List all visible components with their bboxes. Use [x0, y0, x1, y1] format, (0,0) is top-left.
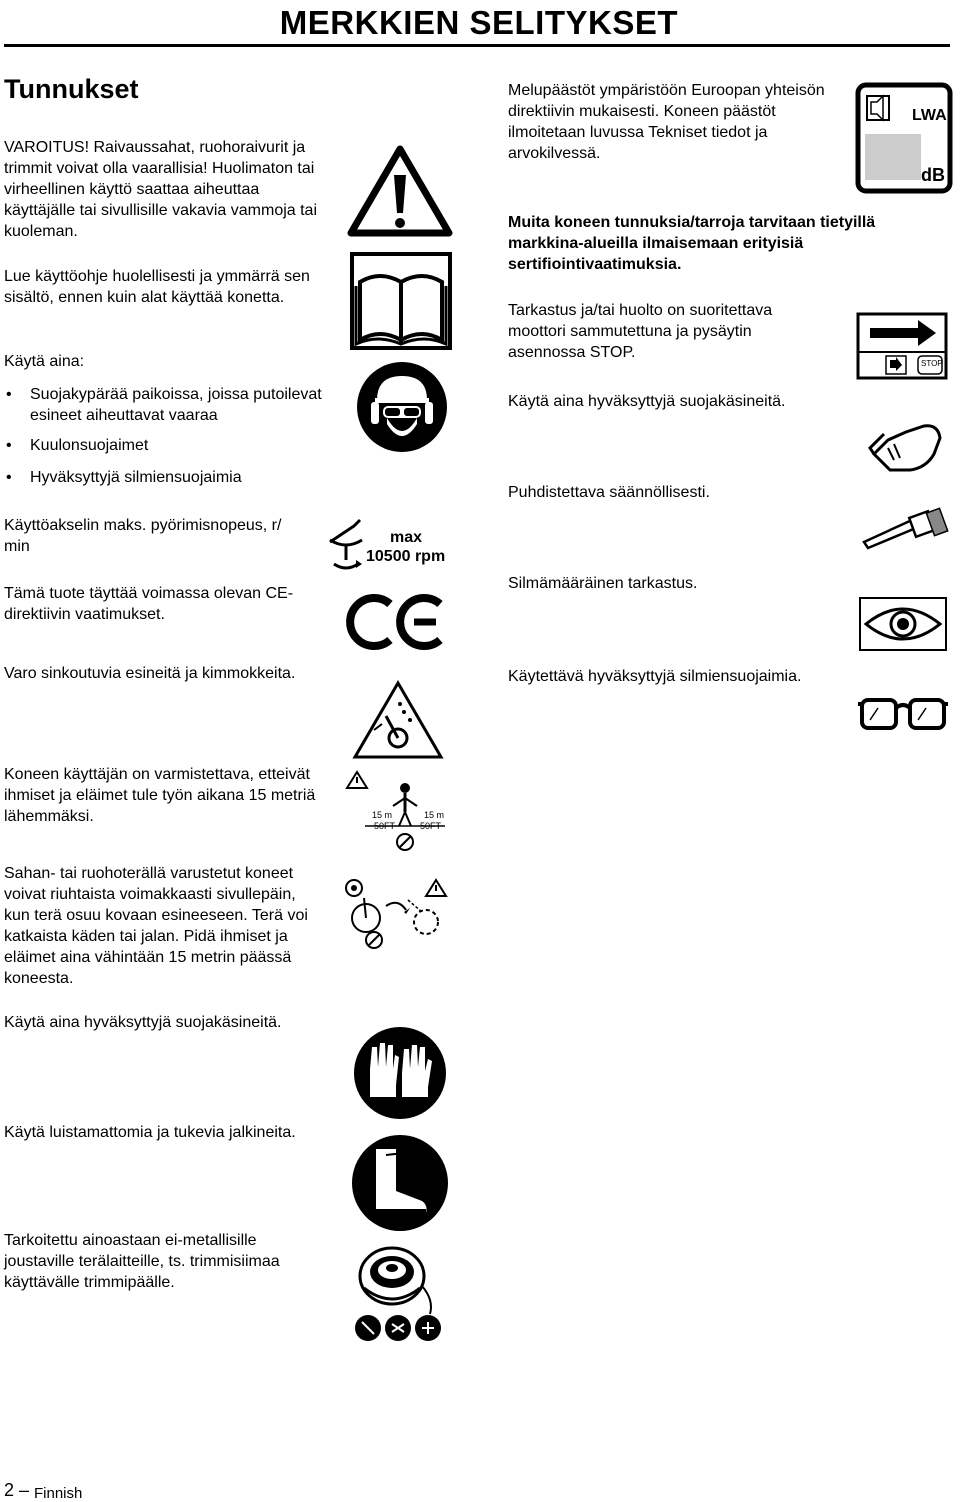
cleaning-brush-icon: [860, 506, 950, 552]
trimmer-head-text: Tarkoitettu ainoastaan ei-metallisille joustaville terälaitteille, ts. trimmisiimaa käyttävälle trimmipäälle.: [4, 1232, 280, 1291]
safety-glasses-icon: [858, 694, 948, 734]
kickback-text: Sahan- tai ruohoterällä varustetut koneet voivat riuhtaista voimakkaasti sivullepäin, kun terä osuu kovaan esineeseen. Terä voi katkaista käden tai jalan. Pidä ihmiset ja eläimet aina vähintään 15 metrin päässä koneesta.: [4, 865, 308, 987]
max-speed-text: Käyttöakselin maks. pyörimisnopeus, r/ min: [4, 517, 282, 555]
helmet-protection-icon: [355, 360, 449, 454]
bullet-helmet: • Suojakypärää paikoissa, joissa putoilevat esineet aiheuttavat vaaraa: [30, 384, 340, 426]
distance-right-ft: 50FT: [420, 821, 442, 831]
page-number-value: 2: [4, 1480, 15, 1500]
market-text: Muita koneen tunnuksia/tarroja tarvitaan tietyillä markkina-alueilla ilmaisemaan erityisiä sertifiointivaatimuksia.: [508, 214, 876, 273]
section-title: Tunnukset: [4, 74, 139, 104]
trimmer-head-icon: [350, 1240, 450, 1345]
boots-icon: [350, 1133, 450, 1233]
glasses-text: Käytettävä hyväksyttyjä silmiensuojaimia.: [508, 668, 802, 685]
page-number-dash: –: [19, 1480, 30, 1500]
page-number: [4, 1480, 29, 1501]
stop-label: STOP: [921, 359, 943, 368]
gloves-right-text: Käytä aina hyväksyttyjä suojakäsineitä.: [508, 393, 786, 410]
stop-switch-icon: [856, 312, 948, 380]
glove-right-icon: [866, 408, 946, 478]
visual-inspection-eye-icon: [858, 596, 948, 652]
ce-mark-icon: [348, 594, 448, 650]
warning-triangle-icon: [348, 145, 453, 237]
distance-left-ft: 50FT: [374, 821, 396, 831]
rpm-label: 10500 rpm: [366, 548, 446, 565]
manual-book-icon: [350, 252, 452, 350]
bullet-eyes: • Hyväksyttyjä silmiensuojaimia: [30, 467, 242, 488]
db-label: dB: [921, 165, 945, 185]
inspect-text: Silmämääräinen tarkastus.: [508, 575, 698, 592]
gloves-text: Käytä aina hyväksyttyjä suojakäsineitä.: [4, 1014, 282, 1031]
stop-text: Tarkastus ja/tai huolto on suoritettava moottori sammutettuna ja pysäytin asennossa STOP.: [508, 302, 773, 361]
distance-right-m: 15 m: [424, 810, 445, 820]
ricochet-warning-icon: [352, 680, 444, 760]
distance-text: Koneen käyttäjän on varmistettava, etteivät ihmiset ja eläimet tule työn aikana 15 metriä lähemmäksi.: [4, 766, 316, 825]
clean-text: Puhdistettava säännöllisesti.: [508, 484, 710, 501]
spindle-speed-icon: [326, 514, 368, 576]
distance-left-m: 15 m: [372, 810, 393, 820]
always-use-text: Käytä aina:: [4, 353, 85, 370]
noise-text: Melupäästöt ympäristöön Euroopan yhteisön direktiivin mukaisesti. Koneen päästöt ilmoitetaan luvussa Tekniset tiedot ja arvokilvessä.: [508, 82, 825, 162]
ce-text: Tämä tuote täyttää voimassa olevan CE-direktiivin vaatimukset.: [4, 585, 294, 623]
bullet-hearing: • Kuulonsuojaimet: [30, 435, 148, 456]
lwa-label: LWA: [912, 107, 947, 124]
footer-language: Finnish: [34, 1485, 83, 1502]
warning-text: VAROITUS! Raivaussahat, ruohoraivurit ja trimmit voivat olla vaarallisia! Huolimaton tai virheellinen käyttö saattaa aiheuttaa käyttäjälle tai sivullisille vakavia vammoja tai kuoleman.: [4, 139, 318, 240]
max-label: max: [390, 529, 423, 546]
blade-kickback-icon: [342, 876, 452, 952]
boots-text: Käytä luistamattomia ja tukevia jalkineita.: [4, 1124, 296, 1141]
page-header-title: MERKKIEN SELITYKSET: [279, 4, 678, 41]
gloves-icon: [352, 1025, 448, 1121]
ricochet-text: Varo sinkoutuvia esineitä ja kimmokkeita.: [4, 665, 296, 682]
header-rule: [4, 44, 950, 47]
read-manual-text: Lue käyttöohje huolellisesti ja ymmärrä sen sisältö, ennen kuin alat käyttää konetta.: [4, 268, 310, 306]
